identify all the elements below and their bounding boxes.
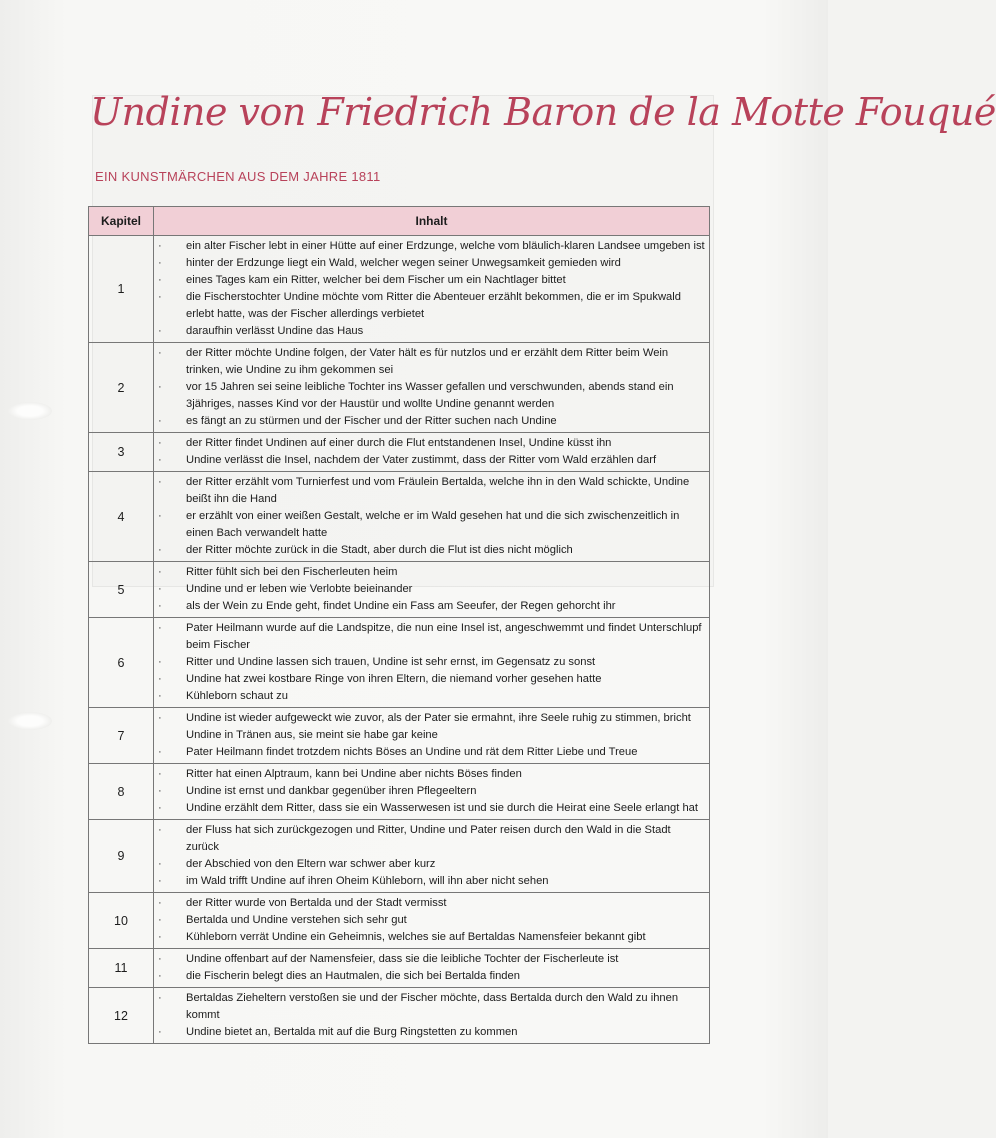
chapter-content: [154, 618, 710, 708]
punch-hole: [8, 712, 52, 730]
chapter-content: [154, 343, 710, 433]
bullet-list: [154, 238, 705, 340]
header-inhalt: Inhalt: [154, 207, 710, 236]
table-row: [89, 562, 710, 618]
chapter-content: [154, 764, 710, 820]
chapter-content: [154, 472, 710, 562]
bullet-list: [154, 766, 705, 817]
chapter-content: [154, 820, 710, 893]
list-item: · Ritter fühlt sich bei den Fischerleuten heim: [154, 564, 705, 581]
table-row: [89, 988, 710, 1044]
table-row: [89, 820, 710, 893]
list-item: · der Abschied von den Eltern war schwer aber kurz: [154, 856, 705, 873]
table-row: [89, 893, 710, 949]
bullet-list: [154, 345, 705, 430]
bullet-list: [154, 620, 705, 705]
list-item: · Undine erzählt dem Ritter, dass sie ein Wasserwesen ist und sie durch die Heirat eine Seele erlangt hat: [154, 800, 705, 817]
bullet-list: [154, 990, 705, 1041]
chapter-number: 4: [89, 472, 154, 562]
chapter-content: [154, 893, 710, 949]
bullet-list: [154, 710, 705, 761]
chapter-number: 8: [89, 764, 154, 820]
list-item: · Ritter hat einen Alptraum, kann bei Undine aber nichts Böses finden: [154, 766, 705, 783]
list-item: · daraufhin verlässt Undine das Haus: [154, 323, 705, 340]
chapter-number: 11: [89, 949, 154, 988]
chapter-content: [154, 236, 710, 343]
header-kapitel: Kapitel: [89, 207, 154, 236]
chapter-number: 9: [89, 820, 154, 893]
bullet-list: [154, 951, 705, 985]
chapter-number: 10: [89, 893, 154, 949]
table-row: [89, 618, 710, 708]
bullet-list: [154, 564, 705, 615]
list-item: · Bertaldas Zieheltern verstoßen sie und der Fischer möchte, dass Bertalda durch den Wald zu ihnen kommt: [154, 990, 705, 1024]
page-title: Undine von Friedrich Baron de la Motte Fouqué: [90, 90, 996, 134]
page-subtitle: EIN KUNSTMÄRCHEN AUS DEM JAHRE 1811: [95, 169, 381, 184]
list-item: · Pater Heilmann wurde auf die Landspitze, die nun eine Insel ist, angeschwemmt und findet Unterschlupf beim Fischer: [154, 620, 705, 654]
list-item: · Undine hat zwei kostbare Ringe von ihren Eltern, die niemand vorher gesehen hatte: [154, 671, 705, 688]
table-row: [89, 764, 710, 820]
chapter-content: [154, 708, 710, 764]
table-row: [89, 949, 710, 988]
table-row: [89, 708, 710, 764]
list-item: · er erzählt von einer weißen Gestalt, welche er im Wald gesehen hat und die sich zwischenzeitlich in einen Bach verwandelt hatte: [154, 508, 705, 542]
chapter-table: [88, 206, 710, 1044]
list-item: · der Ritter findet Undinen auf einer durch die Flut entstandenen Insel, Undine küsst ihn: [154, 435, 705, 452]
chapter-number: 1: [89, 236, 154, 343]
list-item: · Undine ist ernst und dankbar gegenüber ihren Pflegeeltern: [154, 783, 705, 800]
list-item: · Kühleborn schaut zu: [154, 688, 705, 705]
chapter-number: 3: [89, 433, 154, 472]
chapter-number: 12: [89, 988, 154, 1044]
punch-hole: [8, 402, 52, 420]
chapter-number: 7: [89, 708, 154, 764]
list-item: · ein alter Fischer lebt in einer Hütte auf einer Erdzunge, welche vom bläulich-klaren Landsee umgeben ist: [154, 238, 705, 255]
list-item: · Undine bietet an, Bertalda mit auf die Burg Ringstetten zu kommen: [154, 1024, 705, 1041]
chapter-content: [154, 988, 710, 1044]
list-item: · vor 15 Jahren sei seine leibliche Tochter ins Wasser gefallen und verschwunden, abends stand ein 3jähriges, nasses Kind vor der Haustür und wollte Undine genannt werden: [154, 379, 705, 413]
table-row: [89, 343, 710, 433]
table-row: [89, 472, 710, 562]
bullet-list: [154, 474, 705, 559]
list-item: · hinter der Erdzunge liegt ein Wald, welcher wegen seiner Unwegsamkeit gemieden wird: [154, 255, 705, 272]
chapter-content: [154, 433, 710, 472]
chapter-content: [154, 562, 710, 618]
list-item: · Pater Heilmann findet trotzdem nichts Böses an Undine und rät dem Ritter Liebe und Treue: [154, 744, 705, 761]
list-item: · Undine verlässt die Insel, nachdem der Vater zustimmt, dass der Ritter vom Wald erzählen darf: [154, 452, 705, 469]
list-item: · Undine offenbart auf der Namensfeier, dass sie die leibliche Tochter der Fischerleute ist: [154, 951, 705, 968]
chapter-number: 6: [89, 618, 154, 708]
table-row: [89, 433, 710, 472]
list-item: · der Ritter wurde von Bertalda und der Stadt vermisst: [154, 895, 705, 912]
table-header-row: [89, 207, 710, 236]
list-item: · Undine ist wieder aufgeweckt wie zuvor, als der Pater sie ermahnt, ihre Seele ruhig zu stimmen, bricht Undine in Tränen aus, sie meint sie habe gar keine: [154, 710, 705, 744]
bullet-list: [154, 435, 705, 469]
list-item: · Ritter und Undine lassen sich trauen, Undine ist sehr ernst, im Gegensatz zu sonst: [154, 654, 705, 671]
list-item: · die Fischerstochter Undine möchte vom Ritter die Abenteuer erzählt bekommen, die er im Spukwald erlebt hatte, was der Fischer allerdings verbietet: [154, 289, 705, 323]
list-item: · die Fischerin belegt dies an Hautmalen, die sich bei Bertalda finden: [154, 968, 705, 985]
list-item: · der Fluss hat sich zurückgezogen und Ritter, Undine und Pater reisen durch den Wald in die Stadt zurück: [154, 822, 705, 856]
list-item: · eines Tages kam ein Ritter, welcher bei dem Fischer um ein Nachtlager bittet: [154, 272, 705, 289]
list-item: · im Wald trifft Undine auf ihren Oheim Kühleborn, will ihn aber nicht sehen: [154, 873, 705, 890]
table-body: [89, 236, 710, 1044]
list-item: · Kühleborn verrät Undine ein Geheimnis, welches sie auf Bertaldas Namensfeier bekannt gibt: [154, 929, 705, 946]
list-item: · es fängt an zu stürmen und der Fischer und der Ritter suchen nach Undine: [154, 413, 705, 430]
list-item: · Bertalda und Undine verstehen sich sehr gut: [154, 912, 705, 929]
list-item: · Undine und er leben wie Verlobte beieinander: [154, 581, 705, 598]
bullet-list: [154, 822, 705, 890]
chapter-number: 5: [89, 562, 154, 618]
list-item: · der Ritter möchte Undine folgen, der Vater hält es für nutzlos und er erzählt dem Ritter beim Wein trinken, wie Undine zu ihm gekommen sei: [154, 345, 705, 379]
table-row: [89, 236, 710, 343]
list-item: · der Ritter erzählt vom Turnierfest und vom Fräulein Bertalda, welche ihn in den Wald schickte, Undine beißt ihn die Hand: [154, 474, 705, 508]
chapter-content: [154, 949, 710, 988]
chapter-number: 2: [89, 343, 154, 433]
list-item: · der Ritter möchte zurück in die Stadt, aber durch die Flut ist dies nicht möglich: [154, 542, 705, 559]
bullet-list: [154, 895, 705, 946]
list-item: · als der Wein zu Ende geht, findet Undine ein Fass am Seeufer, der Regen gehorcht ihr: [154, 598, 705, 615]
